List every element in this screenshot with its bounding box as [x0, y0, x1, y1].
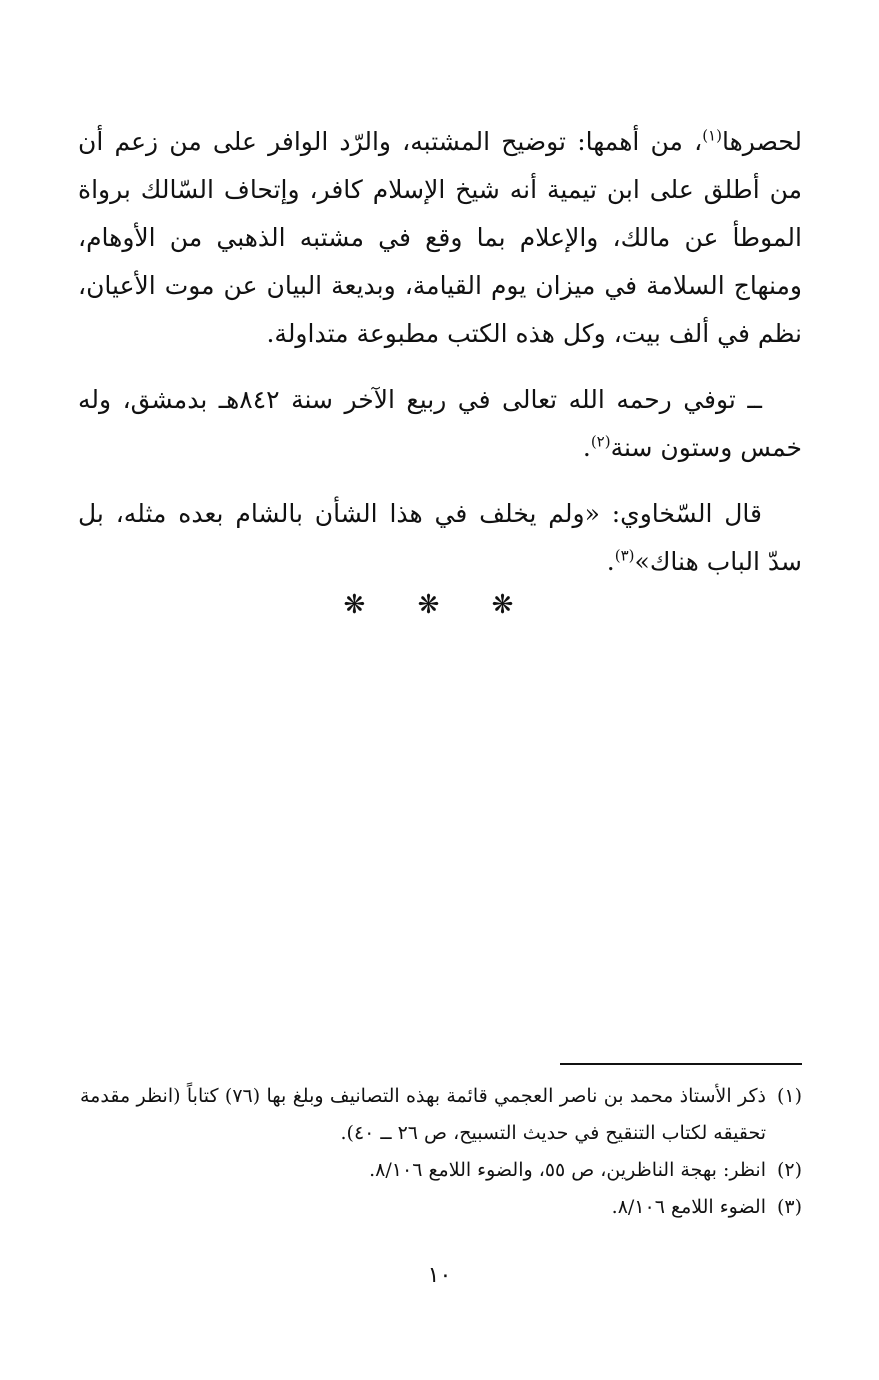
paragraph-works-rest: ، من أهمها: توضيح المشتبه، والرّد الوافر على من زعم أن من أطلق على ابن تيمية أنه شيخ الإسلام كافر، وإتحاف السّالك برواة الموطأ عن مالك، والإعلام بما وقع في مشتبه الذهبي من الأوهام، ومنهاج السلامة في ميزان يوم القيامة، وبديعة البيان عن موت الأعيان، نظم في ألف بيت، وكل هذه الكتب مطبوعة متداولة.	[78, 127, 802, 348]
footnote-number: (٢)	[776, 1159, 802, 1181]
footnote-text: ذكر الأستاذ محمد بن ناصر العجمي قائمة بهذه التصانيف وبلغ بها (٧٦) كتاباً (انظر مقدمة تحقيقه لكتاب التنقيح في حديث التسبيح، ص ٢٦ ــ ٤٠).	[80, 1085, 767, 1144]
paragraph-death-text: ــ توفي رحمه الله تعالى في ربيع الآخر سنة ٨٤٢هـ بدمشق، وله خمس وستون سنة	[78, 385, 802, 462]
page-number: ١٠	[427, 1263, 452, 1288]
footnote-ref-2: (٢)	[590, 432, 611, 451]
paragraph-quote-end: .	[606, 547, 615, 576]
paragraph-quote	[78, 490, 802, 586]
footnote-number: (٣)	[776, 1196, 802, 1218]
footnote-divider	[560, 1063, 802, 1065]
paragraph-quote-text: قال السّخاوي: «ولم يخلف في هذا الشأن بالشام بعده مثله، بل سدّ الباب هناك»	[78, 499, 802, 576]
section-separator: ❋ ❋ ❋	[343, 590, 536, 620]
main-text	[78, 118, 802, 604]
footnote-text: الضوء اللامع ٨/١٠٦.	[611, 1196, 766, 1218]
paragraph-works-start: لحصرها	[721, 127, 802, 156]
footnotes	[80, 1078, 802, 1226]
paragraph-death-end: .	[582, 433, 591, 462]
paragraph-death	[78, 376, 802, 472]
footnote-1	[80, 1078, 802, 1152]
footnote-number: (١)	[776, 1085, 802, 1107]
footnote-3	[80, 1189, 802, 1226]
paragraph-works	[78, 118, 802, 358]
footnote-ref-1: (١)	[702, 126, 722, 145]
footnote-ref-3: (٣)	[614, 546, 635, 565]
footnote-2	[80, 1152, 802, 1189]
footnote-text: انظر: بهجة الناظرين، ص ٥٥، والضوء اللامع ٨/١٠٦.	[369, 1159, 766, 1181]
